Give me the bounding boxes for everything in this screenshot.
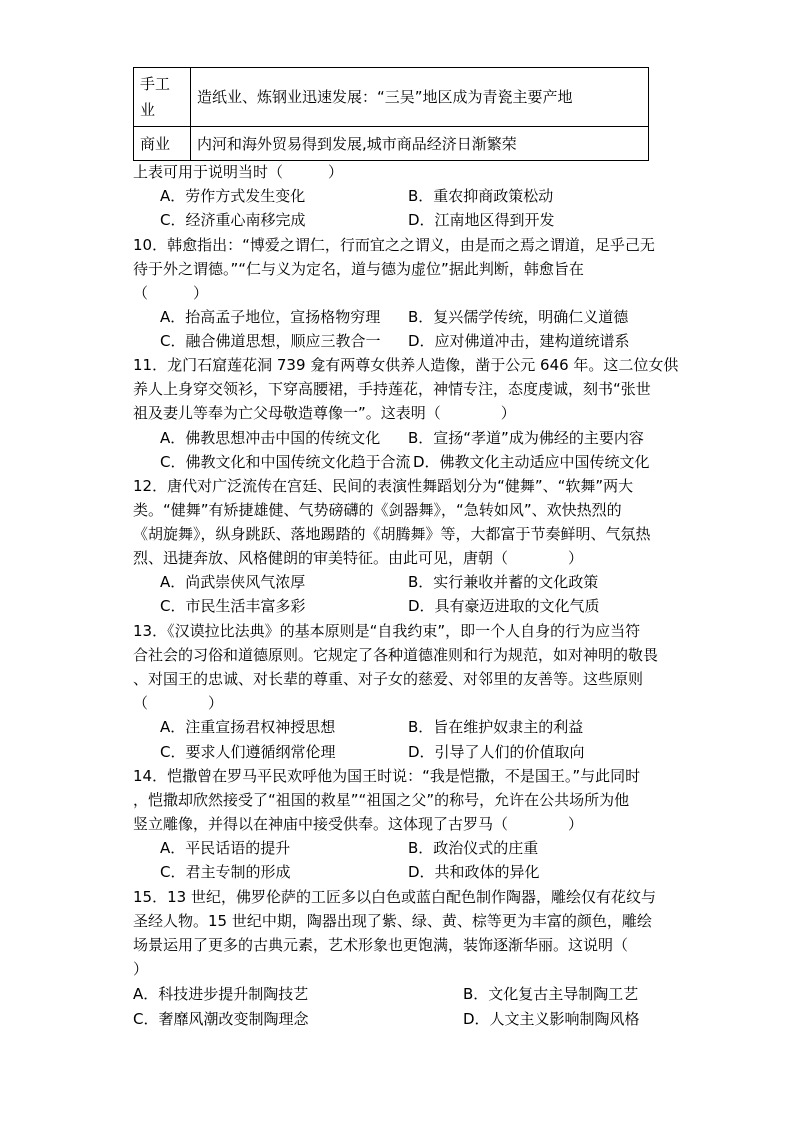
info-table — [133, 67, 649, 161]
q13-line-4: （ ） — [133, 694, 224, 712]
table-cell-value: 内河和海外贸易得到发展,城市商品经济日渐繁荣 — [191, 127, 649, 161]
q11-option-a: A．佛教思想冲击中国的传统文化 — [160, 429, 381, 447]
q14-line-2: ，恺撒却欣然接受了“祖国的救星”“祖国之父”的称号，允许在公共场所为他 — [133, 791, 630, 809]
q14-option-a: A．平民话语的提升 — [160, 839, 291, 857]
q14-option-c: C．君主专制的形成 — [160, 863, 291, 881]
q10-option-c: C．融合佛道思想，顺应三教合一 — [160, 332, 381, 350]
q14-line-3: 竖立雕像，并得以在神庙中接受供奉。这体现了古罗马（ ） — [133, 815, 584, 833]
q12-option-a: A．尚武崇侠风气浓厚 — [160, 573, 306, 591]
q10-line-2: 待于外之谓德。”“仁与义为定名，道与德为虚位”据此判断，韩愈旨在 — [133, 260, 584, 278]
q12-line-4: 烈、迅捷奔放、风格健朗的审美特征。由此可见，唐朝（ ） — [133, 549, 584, 567]
table-row — [134, 127, 649, 161]
q15-option-b: B．文化复古主导制陶工艺 — [463, 985, 639, 1003]
q12-option-b: B．实行兼收并蓄的文化政策 — [408, 573, 599, 591]
q9-stem: 上表可用于说明当时（ ） — [133, 163, 344, 181]
q15-line-1: 15．13 世纪，佛罗伦萨的工匠多以白色或蓝白配色制作陶器，雕绘仅有花纹与 — [133, 888, 656, 906]
q13-line-1: 13．《汉谟拉比法典》的基本原则是“自我约束”，即一个人自身的行为应当符 — [133, 622, 641, 640]
table-cell-label — [134, 68, 191, 127]
q11-line-1: 11．龙门石窟莲花洞 739 龛有两尊女供养人造像，凿于公元 646 年。这二位女供 — [133, 356, 679, 374]
q11-option-d: D．佛教文化主动适应中国传统文化 — [413, 453, 650, 471]
cell-text: 业 — [140, 101, 156, 119]
q10-option-d: D．应对佛道冲击，建构道统谱系 — [408, 332, 630, 350]
table-cell-value: 造纸业、炼钢业迅速发展：“三吴”地区成为青瓷主要产地 — [191, 68, 649, 127]
q14-line-1: 14．恺撒曾在罗马平民欢呼他为国王时说：“我是恺撒，不是国王。”与此同时 — [133, 767, 641, 785]
q15-option-d: D．人文主义影响制陶风格 — [463, 1010, 640, 1028]
q10-option-a: A．抬高孟子地位，宣扬格物穷理 — [160, 308, 381, 326]
table-row — [134, 68, 649, 127]
q10-line-3: （ ） — [133, 284, 209, 302]
q9-option-a: A．劳作方式发生变化 — [160, 187, 306, 205]
q11-line-3: 祖及妻儿等奉为亡父母敬造尊像一”。这表明（ ） — [133, 404, 516, 422]
q13-option-a: A．注重宣扬君权神授思想 — [160, 718, 336, 736]
q11-option-b: B．宣扬“孝道”成为佛经的主要内容 — [408, 429, 644, 447]
q10-option-b: B．复兴儒学传统，明确仁义道德 — [408, 308, 629, 326]
q12-line-2: 类。“健舞”有矫捷雄健、气势磅礴的《剑器舞》，“急转如风”、欢快热烈的 — [133, 501, 622, 519]
table-cell-label: 商业 — [134, 127, 191, 161]
q9-option-c: C．经济重心南移完成 — [160, 211, 306, 229]
q15-option-c: C．奢靡风潮改变制陶理念 — [133, 1010, 309, 1028]
q14-option-b: B．政治仪式的庄重 — [408, 839, 539, 857]
q13-line-3: 、对国王的忠诚、对长辈的尊重、对子女的慈爱、对邻里的友善等。这些原则 — [133, 670, 644, 688]
q10-line-1: 10．韩愈指出：“博爱之谓仁，行而宜之之谓义，由是而之焉之谓道，足乎己无 — [133, 236, 655, 254]
q11-line-2: 养人上身穿交领衫，下穿高腰裙，手持莲花，神情专注，态度虔诚，刻书“张世 — [133, 380, 651, 398]
q13-option-c: C．要求人们遵循纲常伦理 — [160, 743, 336, 761]
q15-option-a: A．科技进步提升制陶技艺 — [133, 985, 309, 1003]
q12-option-c: C．市民生活丰富多彩 — [160, 597, 306, 615]
q9-option-d: D．江南地区得到开发 — [408, 211, 555, 229]
q13-option-b: B．旨在维护奴隶主的利益 — [408, 718, 584, 736]
q13-line-2: 合社会的习俗和道德原则。它规定了各种道德准则和行为规范，如对神明的敬畏 — [133, 646, 659, 664]
q15-line-4: ） — [133, 960, 149, 978]
cell-text: 手工 — [140, 75, 171, 93]
q12-option-d: D．具有豪迈进取的文化气质 — [408, 597, 600, 615]
q12-line-3: 《胡旋舞》，纵身跳跃、落地踢踏的《胡腾舞》等，大都富于节奏鲜明、气氛热 — [133, 525, 651, 543]
q11-option-c: C．佛教文化和中国传统文化趋于合流 — [160, 453, 411, 471]
q12-line-1: 12．唐代对广泛流传在宫廷、民间的表演性舞蹈划分为“健舞”、“软舞”两大 — [133, 477, 634, 495]
q15-line-3: 场景运用了更多的古典元素，艺术形象也更饱满，装饰逐渐华丽。这说明（ — [133, 936, 629, 954]
q15-line-2: 圣经人物。15 世纪中期，陶器出现了紫、绿、黄、棕等更为丰富的颜色，雕绘 — [133, 912, 652, 930]
q13-option-d: D．引导了人们的价值取向 — [408, 743, 585, 761]
q14-option-d: D．共和政体的异化 — [408, 863, 540, 881]
q9-option-b: B．重农抑商政策松动 — [408, 187, 554, 205]
